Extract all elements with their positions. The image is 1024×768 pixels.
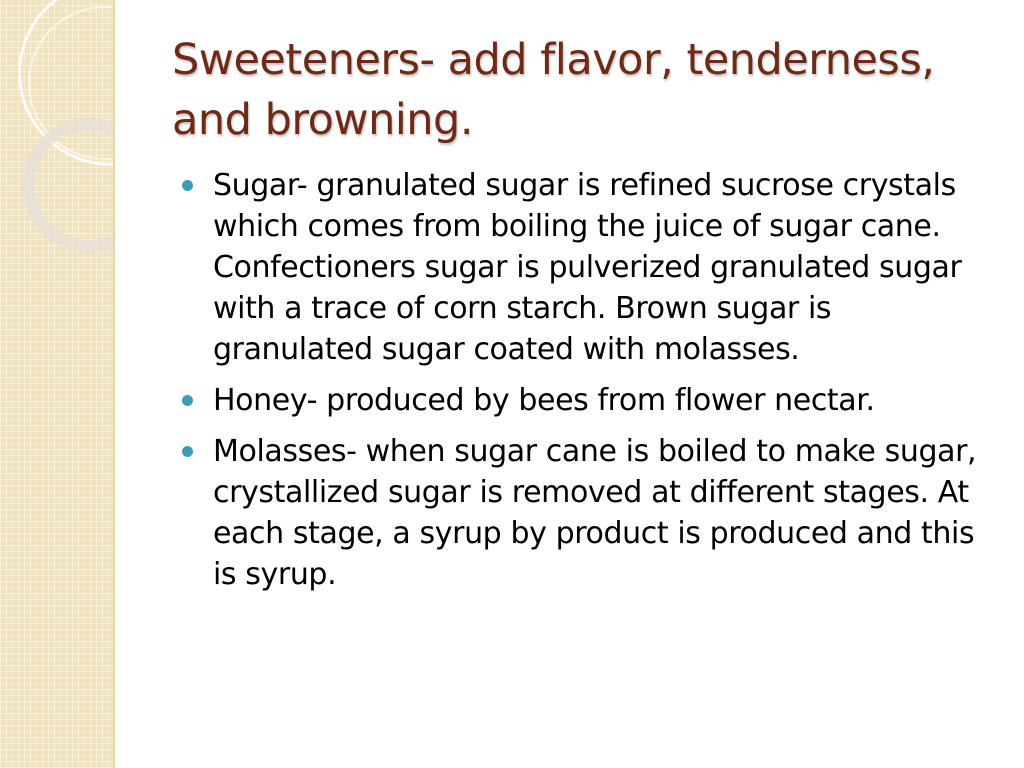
- decorative-sidebar: [0, 0, 113, 768]
- bullet-marker-icon: [182, 446, 193, 457]
- bullet-item-honey: [182, 380, 997, 421]
- sidebar-divider: [113, 0, 115, 768]
- bullet-list: [182, 165, 997, 605]
- slide-title: Sweeteners- add flavor, tenderness, and browning.: [172, 35, 935, 145]
- bullet-item-sugar: [182, 165, 997, 370]
- bullet-text: Molasses- when sugar cane is boiled to make sugar, crystallized sugar is removed at different stages. At each stage, a syrup by product is produced and this is syrup.: [213, 434, 977, 592]
- bullet-marker-icon: [182, 180, 193, 191]
- bullet-text: Sugar- granulated sugar is refined sucrose crystals which comes from boiling the juice of sugar cane. Confectioners sugar is pulverized granulated sugar with a trace of corn starch. Brown sugar is granulated sugar coated with molasses.: [213, 168, 962, 367]
- bullet-text: Honey- produced by bees from flower nectar.: [213, 383, 875, 418]
- bullet-marker-icon: [182, 395, 193, 406]
- bullet-item-molasses: [182, 431, 997, 595]
- decorative-ring: [22, 118, 113, 252]
